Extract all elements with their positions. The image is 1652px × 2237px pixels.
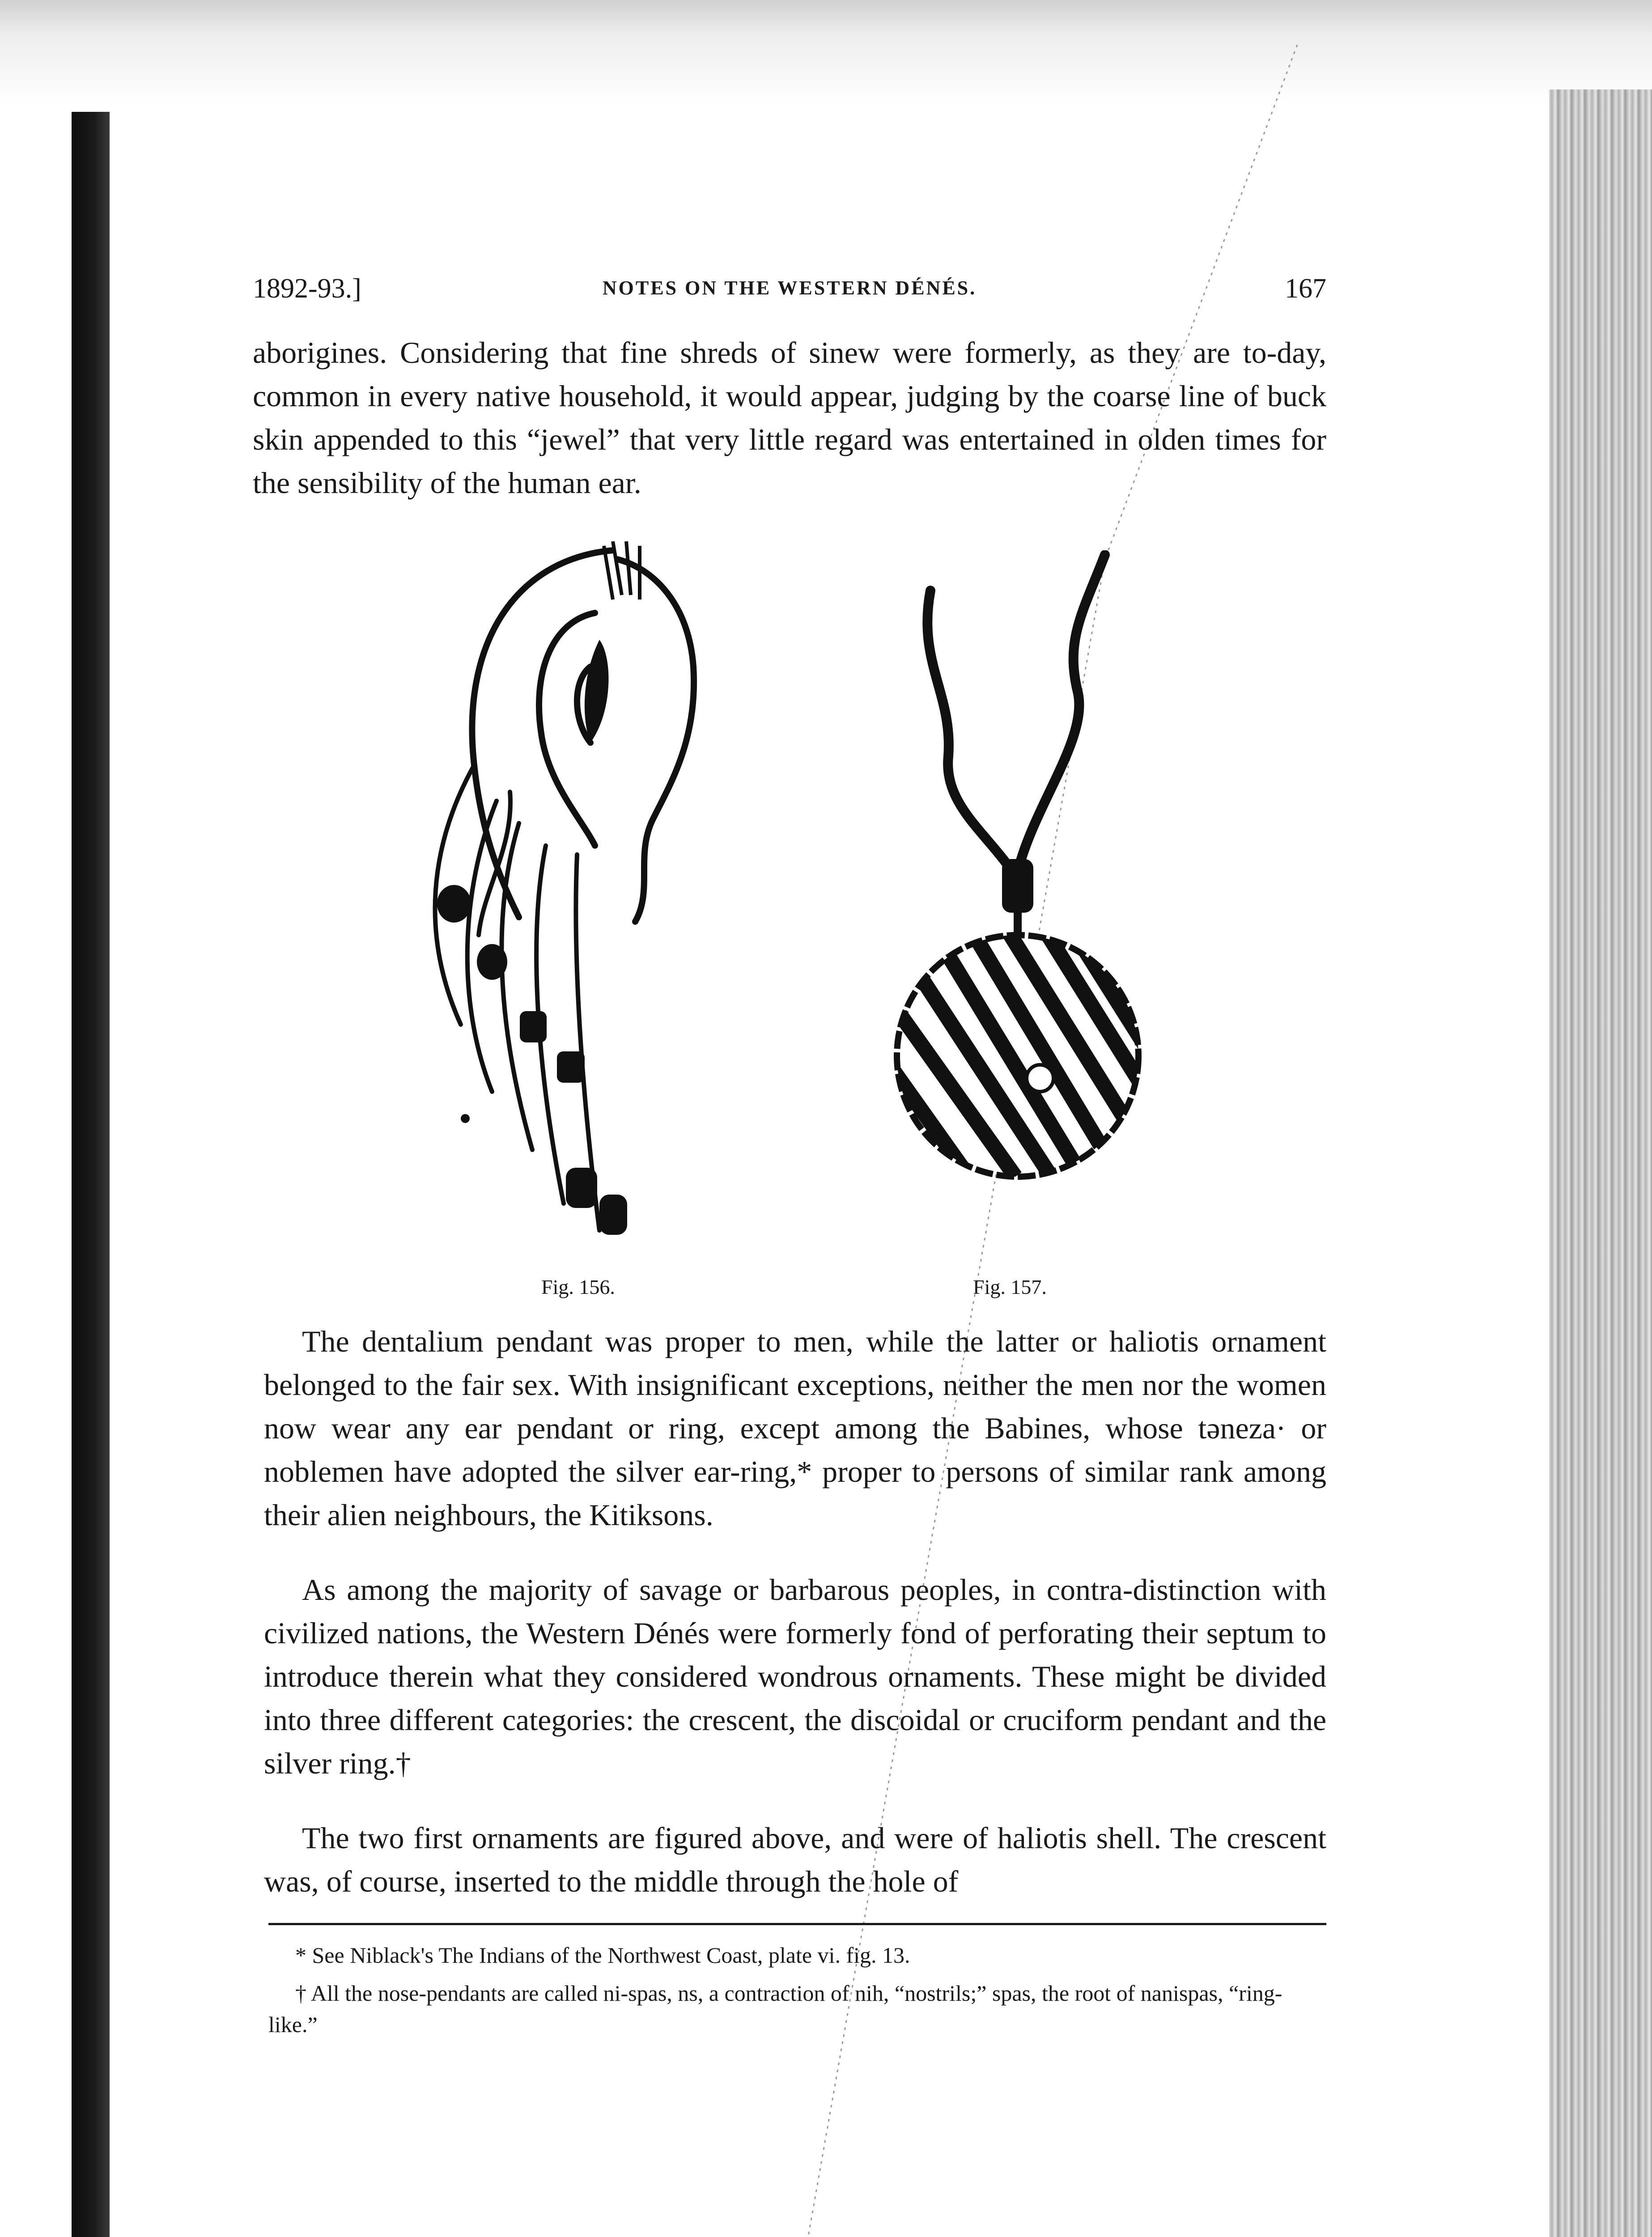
header-volume-year: 1892-93.]	[253, 273, 361, 304]
figures-block	[403, 532, 1208, 1306]
scan-binding-edge	[72, 112, 110, 2237]
figure-157-caption: Fig. 157.	[973, 1276, 1047, 1298]
paragraph-1: aborigines. Considering that fine shreds of sinew were formerly, as they are to-day, common in every native household, it would appear, judging by the coarse line of buck skin appended to this “jewel” that very little regard was entertained in olden times for the sensibility of the human ear.	[253, 336, 1326, 500]
footnote-rule	[268, 1923, 1326, 1925]
header-title: NOTES ON THE WESTERN DÉNÉS.	[602, 277, 977, 299]
paragraph-2: The dentalium pendant was proper to men, while the latter or haliotis ornament belonged to the fair sex. With insignificant exceptions, neither the men nor the women now wear any ear pendant or ring, except among the Babines, whose təneza· or noblemen have adopted the silver ear-ring,* proper to persons of similar rank among their alien neighbours, the Kitiksons.	[264, 1324, 1326, 1532]
page-number: 167	[1285, 273, 1326, 304]
footnote-1: * See Niblack's The Indians of the Northwest Coast, plate vi. fig. 13.	[295, 1943, 910, 1968]
paragraph-3: As among the majority of savage or barbarous peoples, in contra-distinction with civilized nations, the Western Dénés were formerly fond of perforating their septum to introduce therein what they considered wondrous ornaments. These might be divided into three different categories: the crescent, the discoidal or cruciform pendant and the silver ring.†	[264, 1573, 1326, 1780]
haliotis-disc-pendant-illustration	[872, 550, 1163, 1257]
footnote-2: † All the nose-pendants are called ni-spas, ns, a contraction of nih, “nostrils;” spas, the root of nanispas, “ring-like.”	[268, 1981, 1283, 2037]
running-header	[253, 273, 1326, 313]
scan-right-edge	[1549, 89, 1652, 2237]
paragraph-4: The two first ornaments are figured above, and were of haliotis shell. The crescent was, of course, inserted to the middle through the hole of	[264, 1821, 1326, 1898]
scan-top-edge	[0, 0, 1652, 103]
ear-with-dentalium-pendant-illustration	[403, 532, 760, 1257]
figure-156-caption: Fig. 156.	[541, 1276, 615, 1298]
